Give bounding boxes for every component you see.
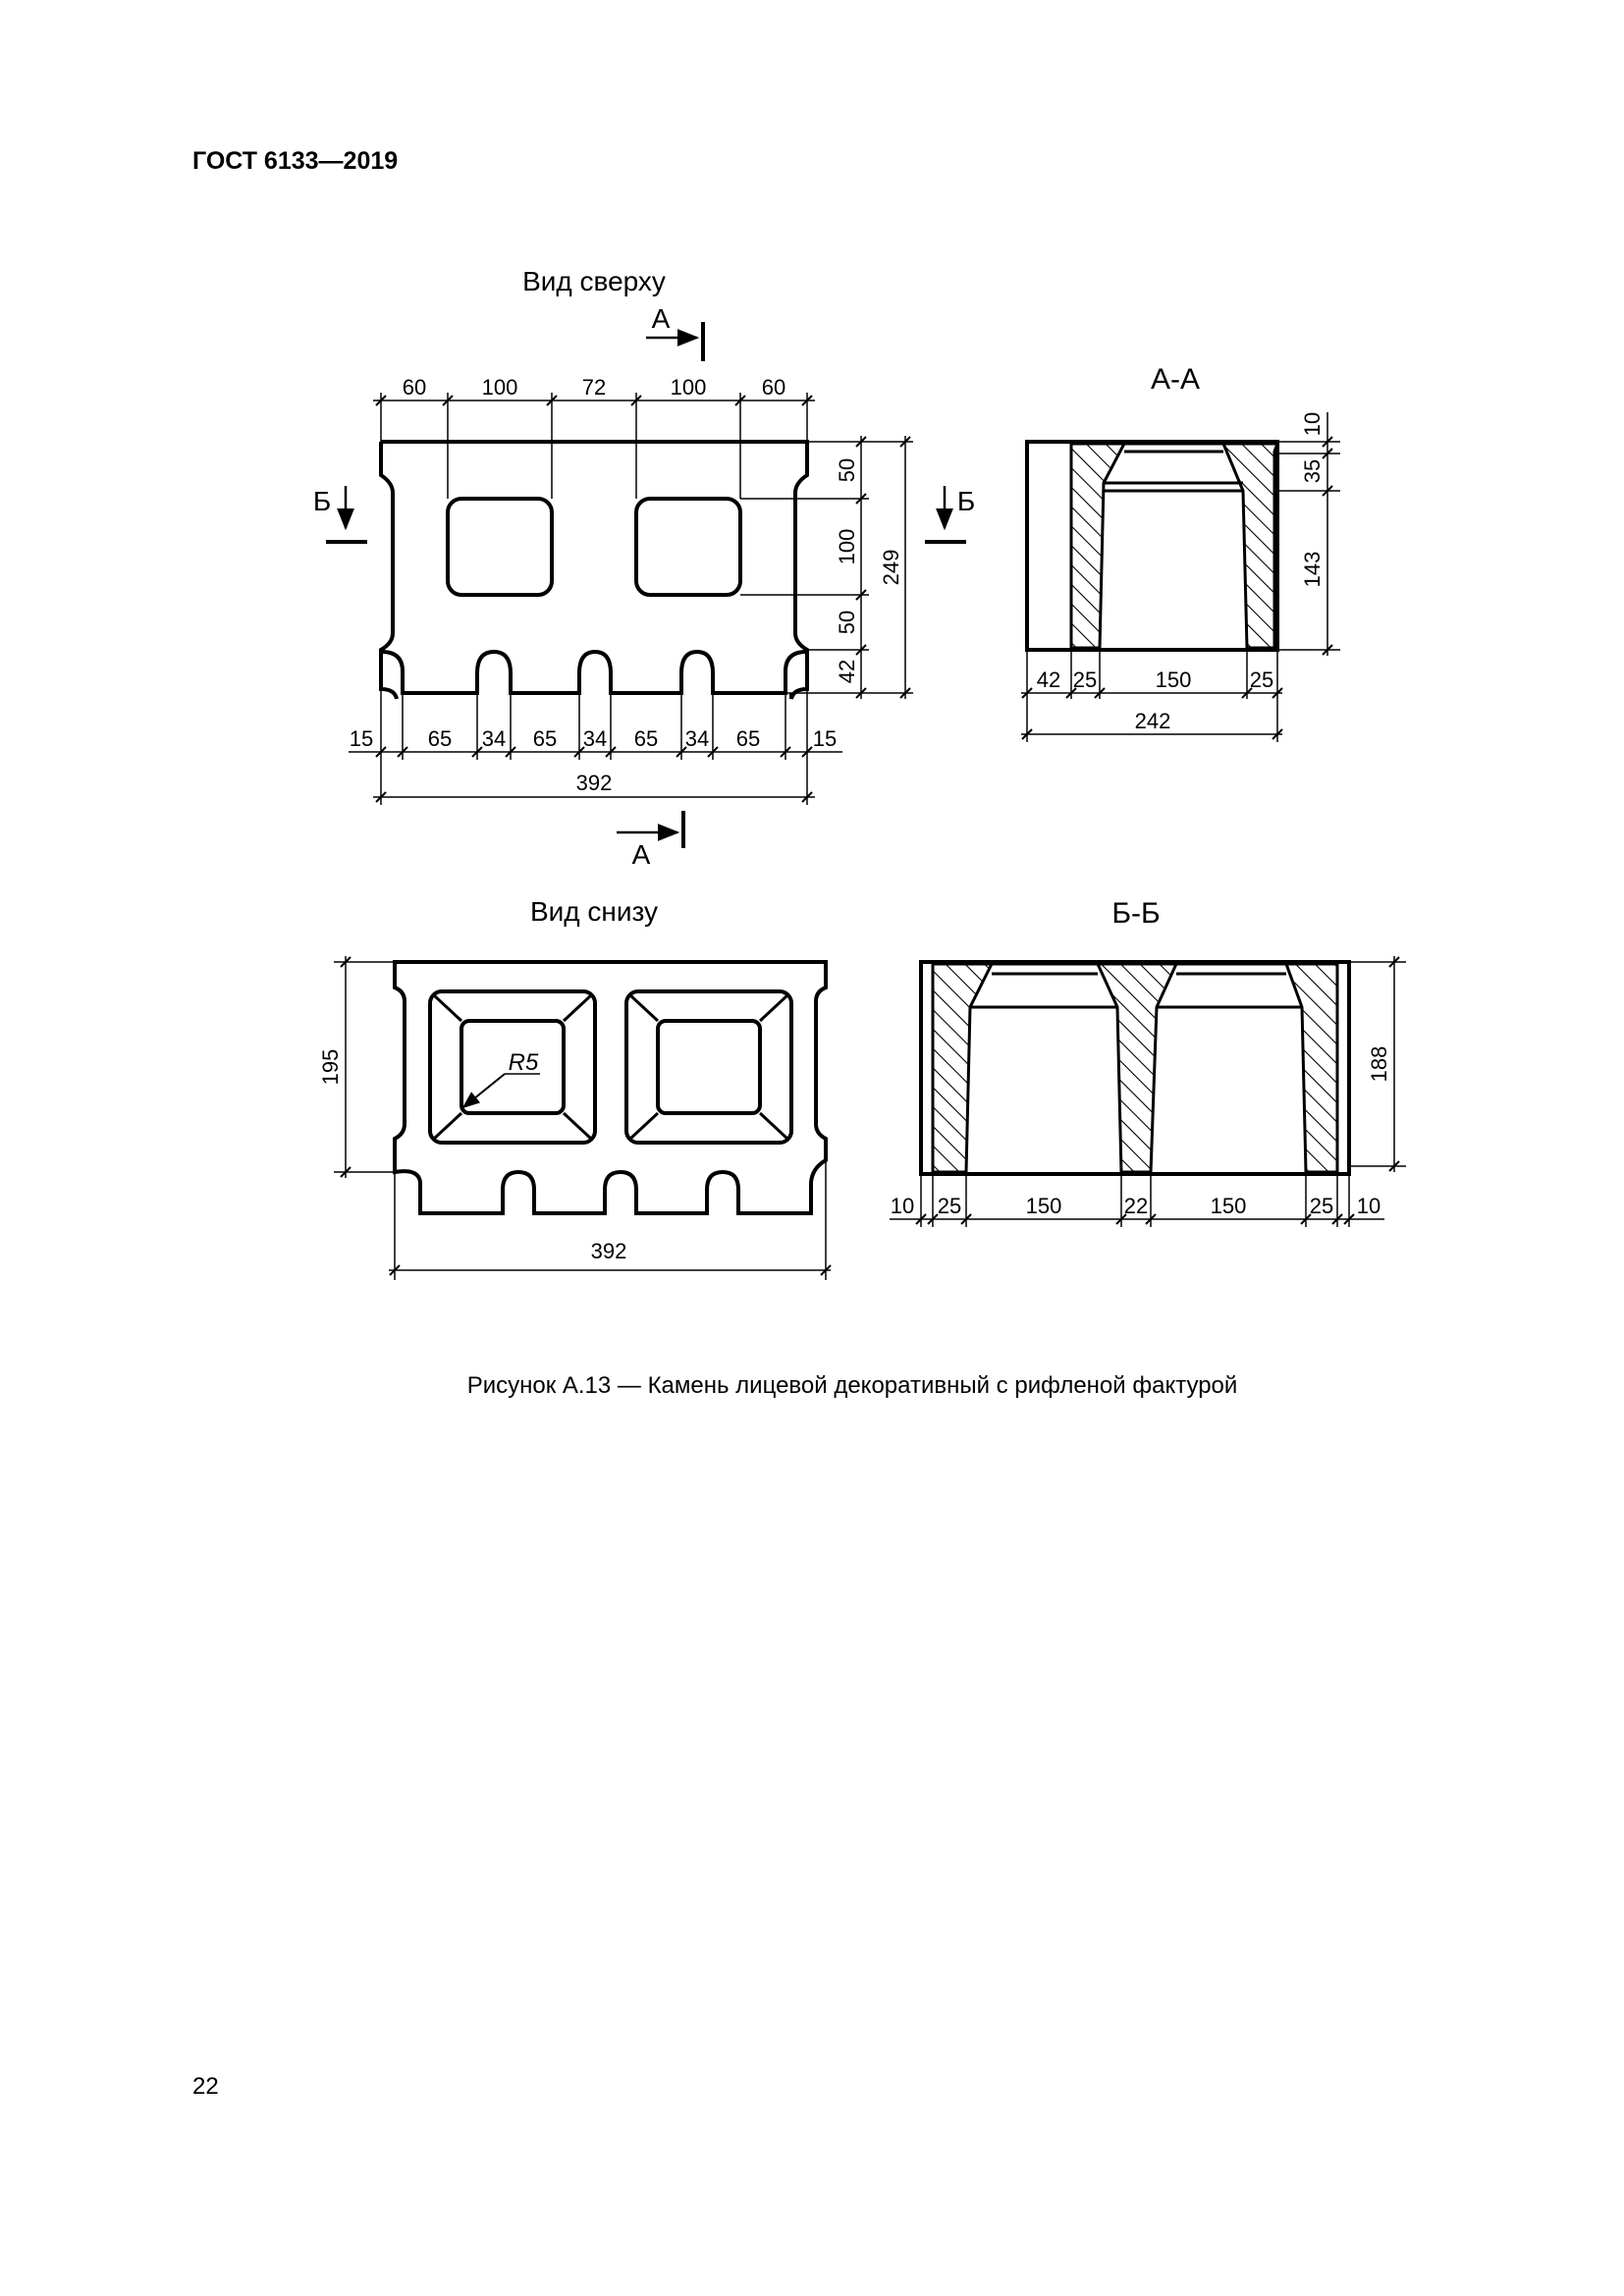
- bottom-dim-overall: 392: [575, 771, 613, 795]
- aa-dim-bottom-1: 42: [1036, 667, 1061, 692]
- radius-label: R5: [508, 1049, 539, 1076]
- bb-dim-6: 25: [1309, 1194, 1334, 1218]
- section-bb-title: Б-Б: [1111, 897, 1161, 930]
- bb-dim-height: 188: [1367, 1045, 1391, 1083]
- section-aa-title: А-А: [1150, 363, 1201, 396]
- top-dim-5: 60: [761, 375, 786, 400]
- bb-dim-3: 150: [1025, 1194, 1062, 1218]
- page-number: 22: [192, 2073, 219, 2100]
- aa-dim-bottom-4: 25: [1249, 667, 1274, 692]
- bb-dim-4: 22: [1123, 1194, 1149, 1218]
- bottom-view: [318, 896, 831, 1280]
- section-aa: [1021, 363, 1340, 742]
- right-dim-3: 50: [835, 610, 859, 635]
- right-dim-overall: 249: [879, 549, 903, 586]
- bottom-dim-1: 15: [349, 726, 374, 751]
- bottom-dim-5: 34: [582, 726, 608, 751]
- bb-dim-2: 25: [937, 1194, 962, 1218]
- section-bb: [890, 897, 1406, 1227]
- bottom-view-title: Вид снизу: [529, 896, 659, 927]
- bottom-view-width: 392: [590, 1239, 627, 1263]
- bottom-dim-2: 65: [427, 726, 453, 751]
- bottom-dim-7: 34: [684, 726, 710, 751]
- top-dim-3: 72: [581, 375, 607, 400]
- aa-dim-bottom-2: 25: [1072, 667, 1098, 692]
- bottom-dim-9: 15: [812, 726, 838, 751]
- section-a-mark-top: А: [651, 303, 671, 334]
- bottom-dim-4: 65: [532, 726, 558, 751]
- section-a-mark-bottom: А: [631, 839, 651, 870]
- bottom-view-height: 195: [318, 1048, 343, 1086]
- bottom-dim-8: 65: [735, 726, 761, 751]
- top-dim-1: 60: [402, 375, 427, 400]
- bb-dim-5: 150: [1210, 1194, 1247, 1218]
- aa-dim-right-2: 35: [1300, 458, 1325, 484]
- figure-caption: Рисунок А.13 — Камень лицевой декоративный с рифленой фактурой: [466, 1372, 1238, 1399]
- right-dim-1: 50: [835, 457, 859, 483]
- bottom-dim-3: 34: [481, 726, 507, 751]
- aa-dim-bottom-3: 150: [1155, 667, 1192, 692]
- section-b-mark-right: Б: [956, 486, 976, 516]
- top-dim-4: 100: [670, 375, 707, 400]
- bb-dim-1: 10: [890, 1194, 915, 1218]
- top-view: [313, 266, 975, 870]
- aa-dim-overall: 242: [1134, 709, 1171, 733]
- right-dim-2: 100: [835, 528, 859, 565]
- top-view-title: Вид сверху: [522, 266, 666, 296]
- aa-dim-right-1: 10: [1300, 411, 1325, 437]
- top-view-outline: [381, 442, 807, 703]
- section-b-mark-left: Б: [312, 486, 332, 516]
- bb-dim-7: 10: [1356, 1194, 1381, 1218]
- aa-dim-right-3: 143: [1300, 551, 1325, 588]
- right-dim-4: 42: [835, 659, 859, 684]
- bottom-dim-6: 65: [633, 726, 659, 751]
- top-dim-2: 100: [481, 375, 518, 400]
- document-header: ГОСТ 6133—2019: [192, 147, 399, 175]
